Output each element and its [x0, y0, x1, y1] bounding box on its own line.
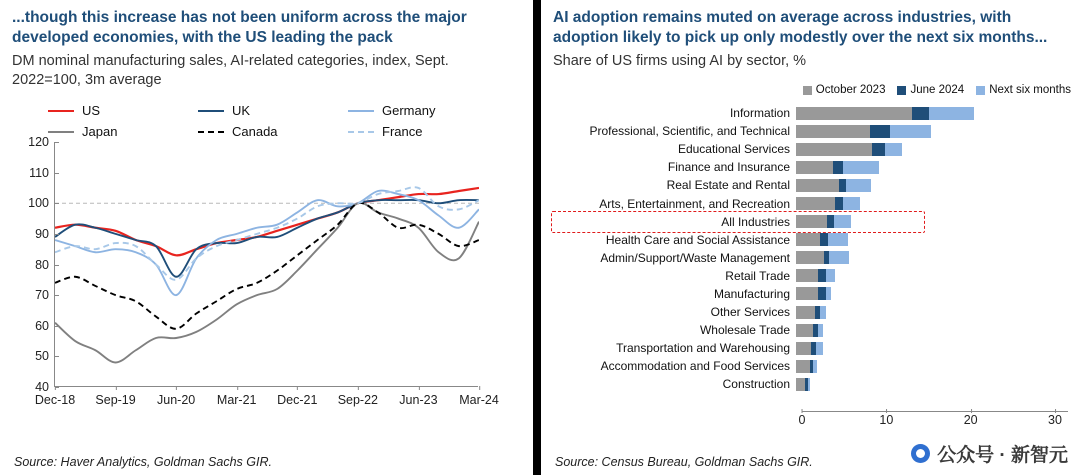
x-axis-tick: Jun-20 — [157, 386, 195, 407]
bar-row — [541, 249, 1080, 267]
bar-category-label: Arts, Entertainment, and Recreation — [599, 196, 790, 211]
bar-row — [541, 339, 1080, 357]
bar-segment — [912, 107, 929, 120]
bar-segment — [890, 125, 930, 138]
bar-segment — [796, 360, 810, 373]
legend-item-uk — [198, 103, 348, 118]
bar-stack — [796, 378, 1080, 391]
bar-segment — [826, 287, 831, 300]
bar-row — [541, 213, 1080, 231]
bar-segment — [818, 287, 826, 300]
bar-segment — [843, 161, 878, 174]
x-axis-tick: 30 — [1048, 413, 1062, 427]
bar-segment — [796, 125, 870, 138]
y-axis-tick: 120 — [28, 135, 55, 149]
x-axis-tick: 10 — [879, 413, 894, 427]
left-chart-lines — [55, 142, 479, 387]
right-chart-x-axis — [798, 411, 1068, 427]
bar-category-label: Professional, Scientific, and Technical — [589, 124, 790, 139]
left-chart-legend — [48, 100, 518, 142]
bar-segment — [796, 161, 833, 174]
y-axis-tick: 70 — [35, 288, 55, 302]
legend-item-canada — [198, 124, 348, 139]
right-chart-area — [541, 100, 1080, 430]
y-axis-tick: 40 — [35, 380, 55, 394]
bar-row — [541, 158, 1080, 176]
x-axis-tick: 20 — [963, 413, 978, 427]
bar-category-label: Transportation and Warehousing — [616, 341, 790, 356]
bar-stack — [796, 233, 1080, 246]
bar-category-label: Educational Services — [677, 142, 790, 157]
line-series-canada — [55, 203, 479, 329]
legend-label-uk: UK — [232, 103, 251, 118]
right-chart-subtitle: Share of US firms using AI by sector, % — [553, 52, 807, 69]
legend-label-us: US — [82, 103, 101, 118]
bar-segment — [808, 378, 811, 391]
x-axis-tick: Dec-18 — [35, 386, 75, 407]
bar-segment — [829, 251, 849, 264]
right-chart-title: AI adoption remains muted on average across industries, with adoption likely to pick up only modestly over the next six months... — [553, 9, 1048, 47]
right-chart-legend — [815, 84, 1071, 96]
bar-category-label: Admin/Support/Waste Management — [600, 250, 790, 265]
legend-swatch-next-six-months — [976, 86, 985, 95]
bar-row — [541, 357, 1080, 375]
bar-segment — [835, 197, 843, 210]
watermark-text: 公众号 · 新智元 — [937, 445, 1068, 466]
legend-swatch-october-2023 — [803, 86, 812, 95]
bar-segment — [827, 215, 834, 228]
legend-label-france: France — [382, 124, 423, 139]
x-axis-tick: Sep-22 — [338, 386, 378, 407]
legend-item-us — [48, 103, 198, 118]
left-chart-plot — [28, 135, 499, 407]
bar-stack — [796, 360, 1080, 373]
bar-segment — [839, 179, 846, 192]
left-chart-subtitle: DM nominal manufacturing sales, AI-related categories, index, Sept. 2022=100, 3m average — [12, 52, 449, 88]
x-axis-tick: Dec-21 — [277, 386, 317, 407]
legend-label-june-2024: June 2024 — [910, 84, 965, 96]
bar-segment — [796, 324, 813, 337]
y-axis-tick: 110 — [29, 166, 55, 180]
bar-row — [541, 104, 1080, 122]
bar-category-label: Other Services — [710, 305, 790, 320]
legend-swatch-japan — [48, 131, 74, 133]
bar-stack — [796, 143, 1080, 156]
legend-swatch-germany — [348, 110, 374, 112]
bar-category-label: All Industries — [721, 214, 790, 229]
bar-segment — [796, 251, 824, 264]
bar-segment — [813, 360, 817, 373]
bar-segment — [834, 215, 851, 228]
x-axis-tick: Jun-23 — [399, 386, 437, 407]
watermark-logo-icon — [911, 444, 930, 463]
bar-segment — [828, 233, 848, 246]
x-axis-tick: 0 — [798, 413, 806, 427]
bar-row — [541, 321, 1080, 339]
bar-segment — [796, 143, 872, 156]
x-axis-tick: Sep-19 — [95, 386, 135, 407]
legend-item-france — [348, 124, 498, 139]
legend-label-germany: Germany — [382, 103, 436, 118]
right-chart-panel — [541, 0, 1080, 475]
bar-stack — [796, 197, 1080, 210]
legend-swatch-france — [348, 131, 374, 133]
legend-swatch-uk — [198, 110, 224, 112]
bar-row — [541, 140, 1080, 158]
y-axis-tick: 80 — [35, 258, 55, 272]
bar-stack — [796, 179, 1080, 192]
bar-category-label: Retail Trade — [725, 268, 790, 283]
bar-segment — [872, 143, 885, 156]
bar-stack — [796, 287, 1080, 300]
bar-row — [541, 285, 1080, 303]
bar-segment — [885, 143, 903, 156]
bar-stack — [796, 161, 1080, 174]
legend-swatch-canada — [198, 131, 224, 133]
left-chart-panel — [0, 0, 533, 475]
legend-swatch-us — [48, 110, 74, 112]
bar-segment — [820, 306, 827, 319]
bar-segment — [796, 197, 835, 210]
legend-label-next-six-months: Next six months — [989, 84, 1071, 96]
legend-swatch-june-2024 — [897, 86, 906, 95]
left-chart-area — [0, 100, 533, 430]
line-series-uk — [55, 200, 479, 277]
bar-row — [541, 231, 1080, 249]
legend-item-next-six-months — [976, 84, 1071, 96]
bar-category-label: Information — [729, 106, 790, 121]
legend-item-june-2024 — [897, 84, 964, 96]
bar-category-label: Health Care and Social Assistance — [605, 232, 790, 247]
bar-category-label: Accommodation and Food Services — [600, 359, 790, 374]
bar-row — [541, 122, 1080, 140]
y-axis-tick: 50 — [35, 349, 55, 363]
bar-segment — [796, 269, 818, 282]
x-axis-tick: Mar-24 — [459, 386, 499, 407]
y-axis-tick: 60 — [35, 319, 55, 333]
bar-segment — [846, 179, 871, 192]
x-axis-tick: Mar-21 — [217, 386, 257, 407]
bar-segment — [796, 107, 912, 120]
bar-segment — [796, 378, 805, 391]
legend-item-germany — [348, 103, 498, 118]
bar-category-label: Finance and Insurance — [667, 160, 790, 175]
bar-rows — [541, 104, 1080, 394]
y-axis-tick: 90 — [35, 227, 55, 241]
legend-label-canada: Canada — [232, 124, 278, 139]
bar-stack — [796, 251, 1080, 264]
legend-item-october-2023 — [803, 84, 886, 96]
bar-stack — [796, 306, 1080, 319]
bar-stack — [796, 107, 1080, 120]
bar-segment — [796, 215, 827, 228]
bar-stack — [796, 269, 1080, 282]
bar-stack — [796, 125, 1080, 138]
bar-segment — [796, 342, 811, 355]
bar-segment — [833, 161, 843, 174]
y-axis-tick: 100 — [28, 196, 55, 210]
bar-segment — [820, 233, 828, 246]
legend-label-japan: Japan — [82, 124, 118, 139]
left-chart-source: Source: Haver Analytics, Goldman Sachs GIR. — [14, 455, 272, 469]
bar-category-label: Construction — [722, 377, 790, 392]
bar-segment — [870, 125, 890, 138]
right-chart-source: Source: Census Bureau, Goldman Sachs GIR. — [555, 455, 813, 469]
bar-category-label: Manufacturing — [713, 286, 790, 301]
bar-category-label: Real Estate and Rental — [666, 178, 790, 193]
bar-segment — [929, 107, 974, 120]
bar-segment — [796, 233, 820, 246]
bar-segment — [796, 179, 839, 192]
bar-segment — [818, 324, 823, 337]
bar-segment — [816, 342, 823, 355]
left-chart-title: ...though this increase has not been uniform across the major developed economies, with the US leading the pack — [12, 9, 467, 47]
bar-row — [541, 267, 1080, 285]
bar-row — [541, 375, 1080, 393]
bar-segment — [826, 269, 835, 282]
bar-segment — [843, 197, 860, 210]
bar-segment — [796, 306, 815, 319]
bar-row — [541, 194, 1080, 212]
bar-stack — [796, 342, 1080, 355]
bar-row — [541, 303, 1080, 321]
bar-row — [541, 176, 1080, 194]
bar-category-label: Wholesale Trade — [699, 323, 790, 338]
legend-item-japan — [48, 124, 198, 139]
bar-segment — [796, 287, 818, 300]
bar-segment — [818, 269, 826, 282]
legend-label-october-2023: October 2023 — [815, 84, 886, 96]
bar-stack — [796, 215, 1080, 228]
watermark — [911, 440, 1068, 467]
bar-stack — [796, 324, 1080, 337]
